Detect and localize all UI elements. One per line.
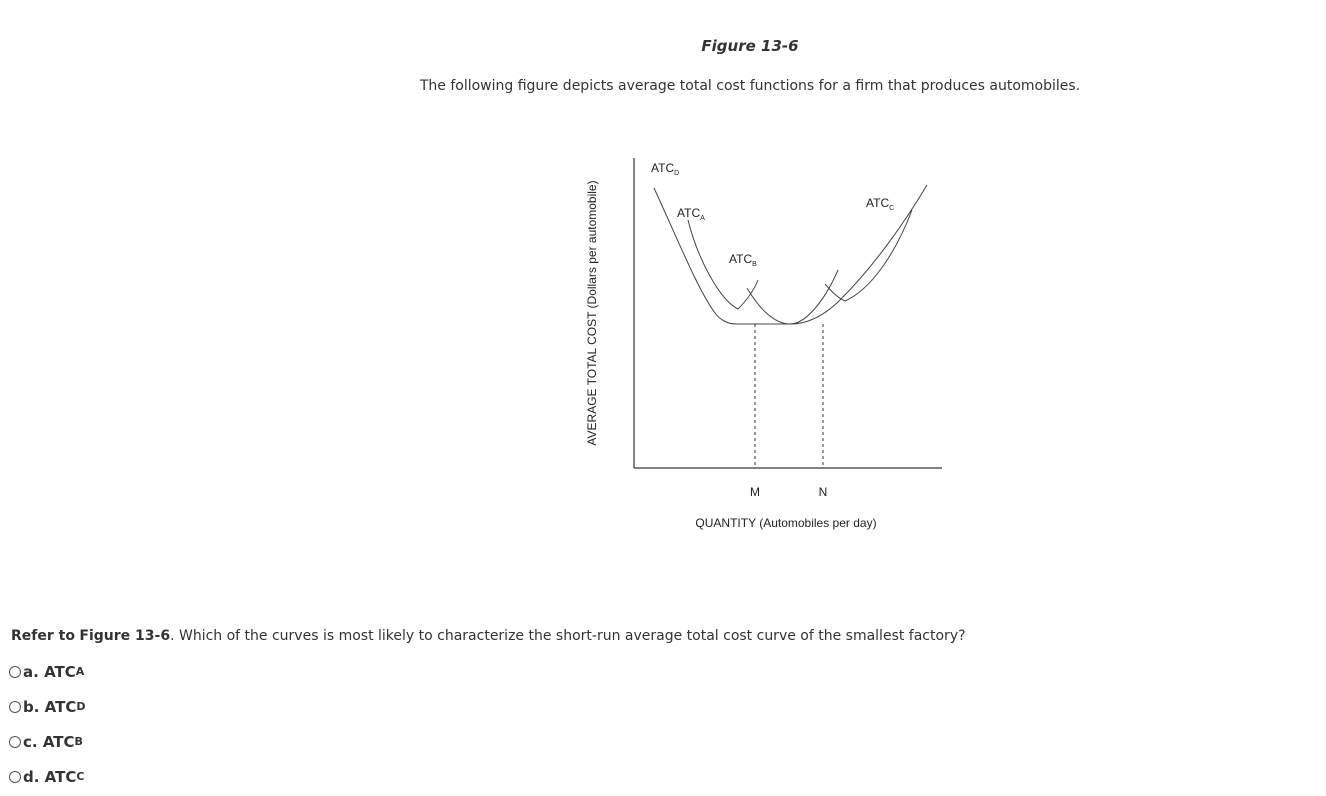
tick-m: M: [750, 485, 760, 499]
option-d[interactable]: d. ATC C: [9, 759, 86, 794]
atc-figure: [570, 150, 960, 540]
option-a[interactable]: a. ATC A: [9, 654, 86, 689]
atc-b-curve: [747, 270, 838, 324]
radio-button[interactable]: [9, 771, 21, 783]
answer-options: [9, 654, 86, 794]
radio-button[interactable]: [9, 736, 21, 748]
x-axis-label: QUANTITY (Automobiles per day): [695, 516, 877, 530]
radio-button[interactable]: [9, 666, 21, 678]
figure-title: Figure 13-6: [701, 37, 799, 55]
label-atc-c: $ATC_C$: [866, 196, 895, 212]
figure-intro: The following figure depicts average total cost functions for a firm that produces automobiles.: [419, 78, 1081, 94]
atc-c-curve: [825, 210, 912, 301]
option-c[interactable]: c. ATC B: [9, 724, 86, 759]
question-text: Refer to Figure 13-6. Which of the curves is most likely to characterize the short-run average total cost curve of the smallest factory?: [11, 628, 966, 644]
y-axis-label: AVERAGE TOTAL COST (Dollars per automobile): [585, 180, 599, 446]
label-atc-a: $ATC_A$: [677, 206, 705, 222]
tick-n: N: [818, 485, 828, 499]
label-atc-b: $ATC_B$: [729, 252, 757, 268]
option-b[interactable]: b. ATC D: [9, 689, 86, 724]
label-atc-d: $ATC_D$: [651, 161, 680, 177]
radio-button[interactable]: [9, 701, 21, 713]
